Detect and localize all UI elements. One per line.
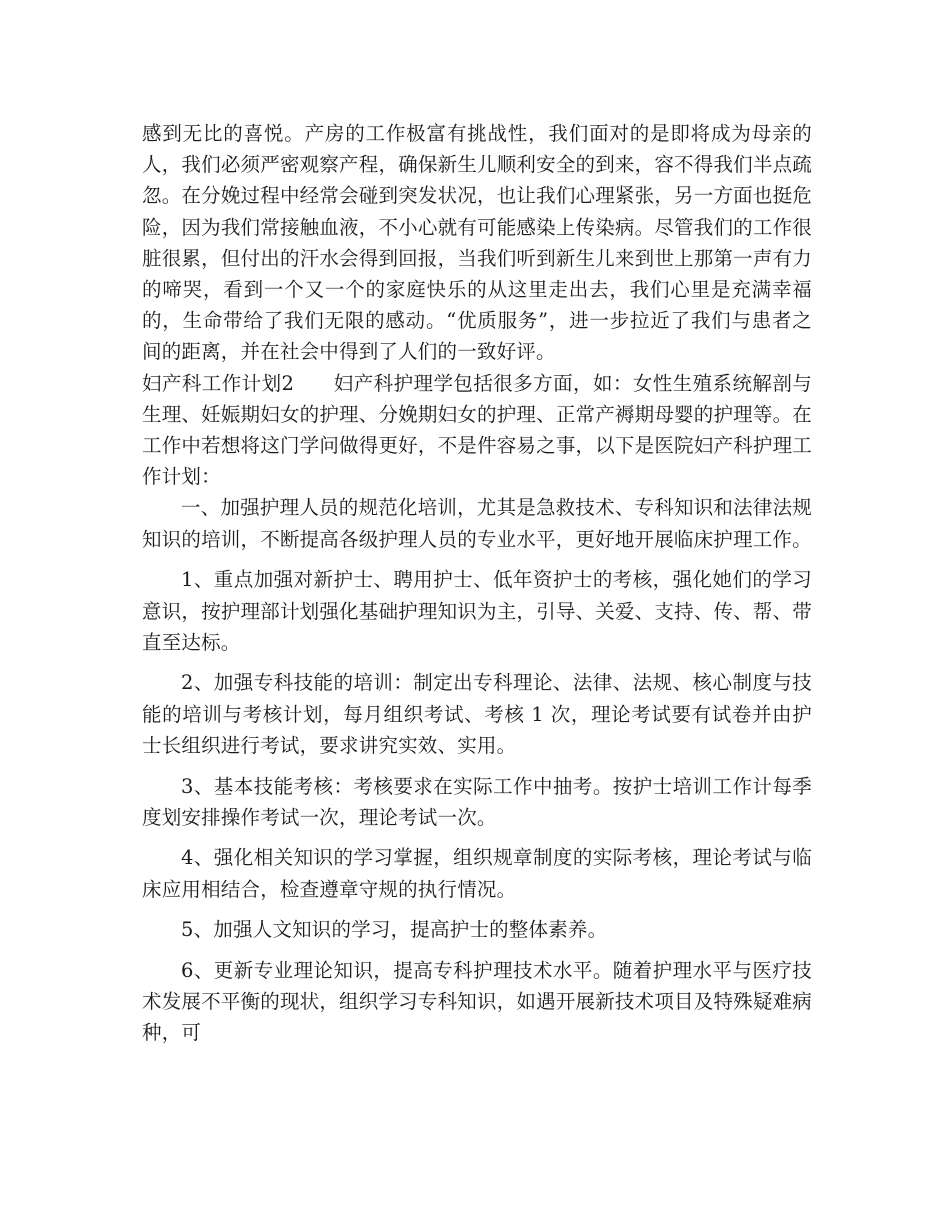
list-item: 1、重点加强对新护士、聘用护士、低年资护士的考核，强化她们的学习意识，按护理部计划强化基础护理知识为主，引导、关爱、支持、传、帮、带直至达标。	[142, 568, 812, 654]
list-item: 4、强化相关知识的学习掌握，组织规章制度的实际考核，理论考试与临床应用相结合，检查遵章守规的执行情况。	[142, 846, 812, 901]
list-item: 3、基本技能考核：考核要求在实际工作中抽考。按护士培训工作计每季度划安排操作考试一次，理论考试一次。	[142, 774, 812, 829]
list-item: 5、加强人文知识的学习，提高护士的整体素养。	[181, 918, 608, 942]
list-item: 2、加强专科技能的培训：制定出专科理论、法律、法规、核心制度与技能的培训与考核计划，每月组织考试、考核 1 次，理论考试要有试卷并由护士长组织进行考试，要求讲究实效、实用。	[142, 671, 812, 757]
list-item: 一、加强护理人员的规范化培训，尤其是急救技术、专科知识和法律法规知识的培训，不断提高各级护理人员的专业水平，更好地开展临床护理工作。	[142, 496, 812, 551]
section-intro-text: 妇产科护理学包括很多方面，如：女性生殖系统解剖与生理、妊娠期妇女的护理、分娩期妇女的护理、正常产褥期母婴的护理等。在工作中若想将这门学问做得更好，不是件容易之事，以下是医院妇产科护理工作计划：	[142, 371, 812, 489]
section-intro-paragraph	[142, 368, 812, 493]
list-item: 6、更新专业理论知识，提高专科护理技术水平。随着护理水平与医疗技术发展不平衡的现状，组织学习专科知识，如遇开展新技术项目及特殊疑难病种，可	[142, 959, 812, 1045]
document-body	[142, 118, 812, 1049]
intro-paragraph: 感到无比的喜悦。产房的工作极富有挑战性，我们面对的是即将成为母亲的人，我们必须严密观察产程，确保新生儿顺利安全的到来，容不得我们半点疏忽。在分娩过程中经常会碰到突发状况，也让我们心理紧张，另一方面也挺危险，因为我们常接触血液，不小心就有可能感染上传染病。尽管我们的工作很脏很累，但付出的汗水会得到回报，当我们听到新生儿来到世上那第一声有力的啼哭，看到一个又一个的家庭快乐的从这里走出去，我们心里是充满幸福的，生命带给了我们无限的感动。“优质服务”，进一步拉近了我们与患者之间的距离，并在社会中得到了人们的一致好评。	[142, 122, 812, 364]
section-title: 妇产科工作计划2	[142, 371, 295, 395]
